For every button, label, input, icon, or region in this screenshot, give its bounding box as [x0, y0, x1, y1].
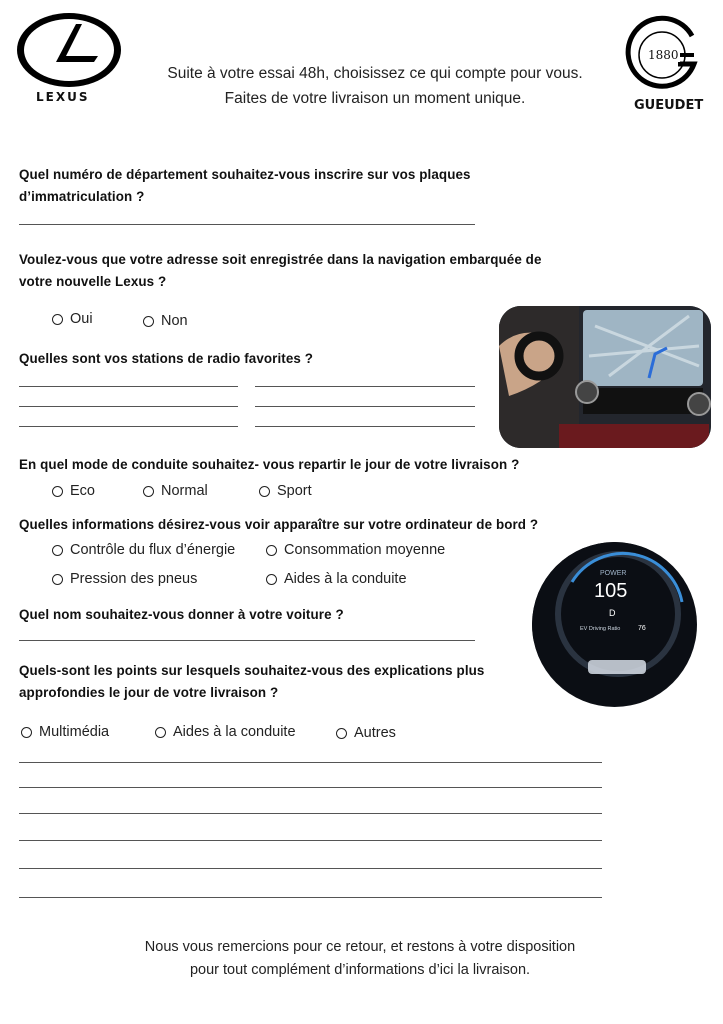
gauge-info: EV Driving Ratio [580, 626, 621, 632]
option-autres-label: Autres [354, 725, 396, 741]
option-energy-flow-label: Contrôle du flux d’énergie [70, 542, 236, 558]
question-navigation-line-1: Voulez-vous que votre adresse soit enregistrée dans la navigation embarquée de [19, 252, 542, 267]
lexus-logo [14, 10, 124, 106]
gauge-speed: 105 [594, 580, 628, 602]
footer-line-2: pour tout complément d’informations d’ici la livraison. [189, 962, 531, 978]
option-average-consumption[interactable] [266, 542, 445, 558]
question-navigation-address [19, 249, 542, 293]
intro-line-1: Suite à votre essai 48h, choisissez ce qui compte pour vous. [167, 65, 583, 82]
option-non-label: Non [161, 313, 188, 329]
radio-circle-icon[interactable] [259, 486, 270, 497]
footer-text [100, 936, 620, 982]
dashboard-gauge-image [532, 542, 697, 707]
question-navigation-line-2: votre nouvelle Lexus ? [19, 274, 167, 289]
option-tire-pressure[interactable] [52, 571, 197, 587]
radio-circle-icon[interactable] [266, 574, 277, 585]
radio-circle-icon[interactable] [266, 545, 277, 556]
answer-line-radio-1[interactable] [19, 386, 238, 387]
option-oui[interactable] [52, 311, 93, 327]
option-normal-label: Normal [161, 483, 208, 499]
answer-line-department[interactable] [19, 224, 475, 225]
option-driving-aids[interactable] [266, 571, 407, 587]
question-car-name: Quel nom souhaitez-vous donner à votre voiture ? [19, 607, 344, 622]
radio-circle-icon[interactable] [52, 574, 63, 585]
option-normal[interactable] [143, 483, 208, 499]
answer-line-explanations-3[interactable] [19, 813, 602, 814]
gueudet-wordmark: GUEUDET [634, 98, 704, 113]
question-driving-mode: En quel mode de conduite souhaitez- vous repartir le jour de votre livraison ? [19, 457, 520, 472]
radio-circle-icon[interactable] [155, 727, 166, 738]
navigation-screen-image [499, 306, 711, 448]
radio-circle-icon[interactable] [52, 545, 63, 556]
answer-line-radio-5[interactable] [19, 426, 238, 427]
question-radio-stations: Quelles sont vos stations de radio favorites ? [19, 351, 314, 366]
car-navigation-illustration [499, 306, 711, 448]
question-explanations [19, 660, 484, 704]
radio-circle-icon[interactable] [143, 316, 154, 327]
option-eco-label: Eco [70, 483, 95, 499]
gauge-power-label: POWER [600, 570, 627, 577]
question-department-line-2: d’immatriculation ? [19, 189, 145, 204]
radio-circle-icon[interactable] [336, 728, 347, 739]
question-explanations-line-1: Quels-sont les points sur lesquels souhaitez-vous des explications plus [19, 663, 485, 678]
question-explanations-line-2: approfondies le jour de votre livraison ? [19, 685, 279, 700]
radio-circle-icon[interactable] [52, 314, 63, 325]
radio-circle-icon[interactable] [21, 727, 32, 738]
intro-text [120, 61, 630, 111]
answer-line-explanations-1[interactable] [19, 762, 602, 763]
radio-circle-icon[interactable] [143, 486, 154, 497]
lexus-emblem-icon [14, 10, 124, 90]
gueudet-logo [622, 14, 702, 114]
option-tire-pressure-label: Pression des pneus [70, 571, 198, 587]
option-non[interactable] [143, 313, 188, 329]
speedometer-illustration [532, 542, 697, 707]
answer-line-explanations-2[interactable] [19, 787, 602, 788]
answer-line-explanations-4[interactable] [19, 840, 602, 841]
option-driving-aids-2-label: Aides à la conduite [173, 724, 296, 740]
answer-line-radio-3[interactable] [19, 406, 238, 407]
option-autres[interactable] [336, 725, 396, 741]
option-multimedia-label: Multimédia [39, 724, 110, 740]
option-eco[interactable] [52, 483, 95, 499]
option-sport-label: Sport [277, 483, 312, 499]
gueudet-year: 1880 [648, 48, 679, 62]
question-department-line-1: Quel numéro de département souhaitez-vous inscrire sur vos plaques [19, 167, 471, 182]
option-multimedia[interactable] [21, 724, 109, 740]
gauge-ratio: 76 [638, 625, 646, 632]
lexus-wordmark: LEXUS [36, 90, 90, 104]
option-driving-aids-2[interactable] [155, 724, 296, 740]
option-driving-aids-label: Aides à la conduite [284, 571, 407, 587]
option-sport[interactable] [259, 483, 312, 499]
answer-line-explanations-5[interactable] [19, 868, 602, 869]
option-oui-label: Oui [70, 311, 93, 327]
answer-line-radio-4[interactable] [255, 406, 475, 407]
answer-line-car-name[interactable] [19, 640, 475, 641]
intro-line-2: Faites de votre livraison un moment unique. [224, 90, 526, 107]
question-onboard-computer: Quelles informations désirez-vous voir apparaître sur votre ordinateur de bord ? [19, 517, 539, 532]
footer-line-1: Nous vous remercions pour ce retour, et restons à votre disposition [144, 939, 576, 955]
answer-line-explanations-6[interactable] [19, 897, 602, 898]
answer-line-radio-6[interactable] [255, 426, 475, 427]
answer-line-radio-2[interactable] [255, 386, 475, 387]
option-energy-flow[interactable] [52, 542, 235, 558]
radio-circle-icon[interactable] [52, 486, 63, 497]
question-department [19, 164, 471, 208]
gauge-gear: D [609, 608, 616, 618]
option-average-consumption-label: Consommation moyenne [284, 542, 446, 558]
